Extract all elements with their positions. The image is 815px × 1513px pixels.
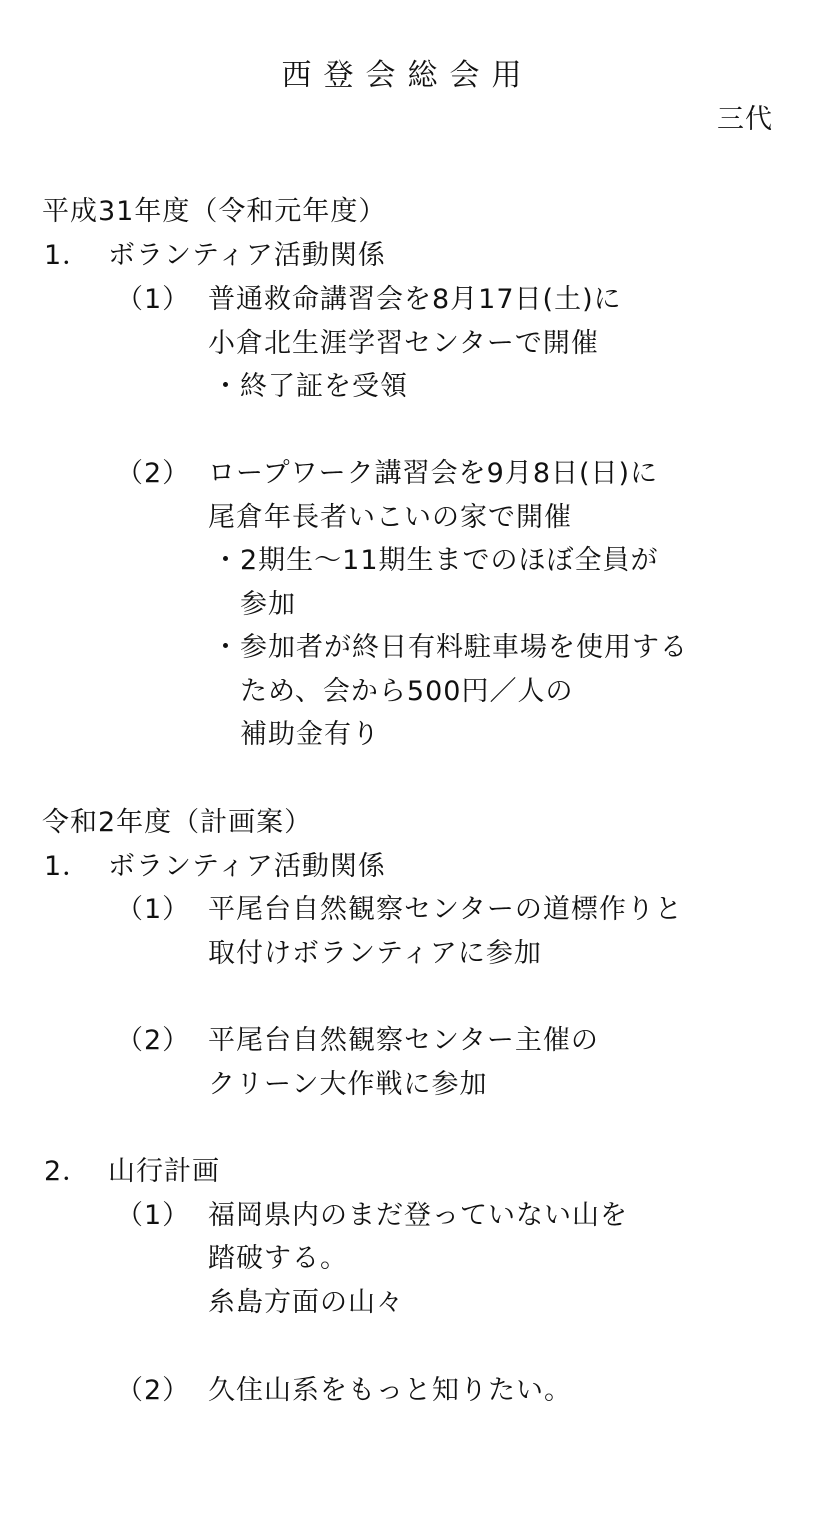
year2-section2-item1-line2: 踏破する。	[208, 1243, 348, 1274]
year2-section2-number: 2．	[44, 1156, 91, 1187]
year2-section2-item2-number: （2）	[116, 1375, 191, 1406]
year1-item2-bullet2-line3: 補助金有り	[240, 719, 380, 750]
year2-section1-title: ボランティア活動関係	[108, 851, 386, 882]
year2-section2-item2-line1: 久住山系をもっと知りたい。	[208, 1375, 572, 1406]
year1-heading: 平成31年度（令和元年度）	[42, 196, 387, 227]
year1-item2-bullet1-line2: 参加	[240, 589, 296, 620]
year1-section1-number: 1．	[44, 240, 91, 271]
document-title: 西登会総会用	[281, 58, 534, 93]
year1-item1-line1: 普通救命講習会を8月17日(土)に	[208, 284, 622, 315]
year2-section1-item2-line1: 平尾台自然観察センター主催の	[208, 1025, 599, 1056]
year2-section2-title: 山行計画	[108, 1156, 220, 1187]
year1-item2-bullet2-line2: ため、会から500円／人の	[240, 676, 574, 707]
year1-item2-number: （2）	[116, 458, 191, 489]
year2-heading: 令和2年度（計画案）	[42, 807, 313, 838]
year2-section1-item2-number: （2）	[116, 1025, 191, 1056]
year1-item2-line1: ロープワーク講習会を9月8日(日)に	[208, 458, 659, 489]
author-name: 三代	[717, 104, 773, 135]
year2-section2-item1-line3: 糸島方面の山々	[208, 1287, 404, 1318]
year1-item1-bullet1: ・終了証を受領	[212, 371, 408, 402]
year2-section1-item1-line1: 平尾台自然観察センターの道標作りと	[208, 894, 683, 925]
year1-item2-bullet1-line1: ・2期生～11期生までのほぼ全員が	[212, 545, 659, 576]
year2-section2-item1-line1: 福岡県内のまだ登っていない山を	[208, 1200, 628, 1231]
year1-section1-title: ボランティア活動関係	[108, 240, 386, 271]
year1-item2-line2: 尾倉年長者いこいの家で開催	[208, 502, 572, 533]
year2-section1-item2-line2: クリーン大作戦に参加	[208, 1069, 488, 1100]
year2-section1-item1-line2: 取付けボランティアに参加	[208, 938, 542, 969]
year2-section2-item1-number: （1）	[116, 1200, 191, 1231]
year2-section1-item1-number: （1）	[116, 894, 191, 925]
year1-item1-number: （1）	[116, 284, 191, 315]
year1-item2-bullet2-line1: ・参加者が終日有料駐車場を使用する	[212, 632, 688, 663]
year2-section1-number: 1．	[44, 851, 91, 882]
year1-item1-line2: 小倉北生涯学習センターで開催	[208, 328, 599, 359]
